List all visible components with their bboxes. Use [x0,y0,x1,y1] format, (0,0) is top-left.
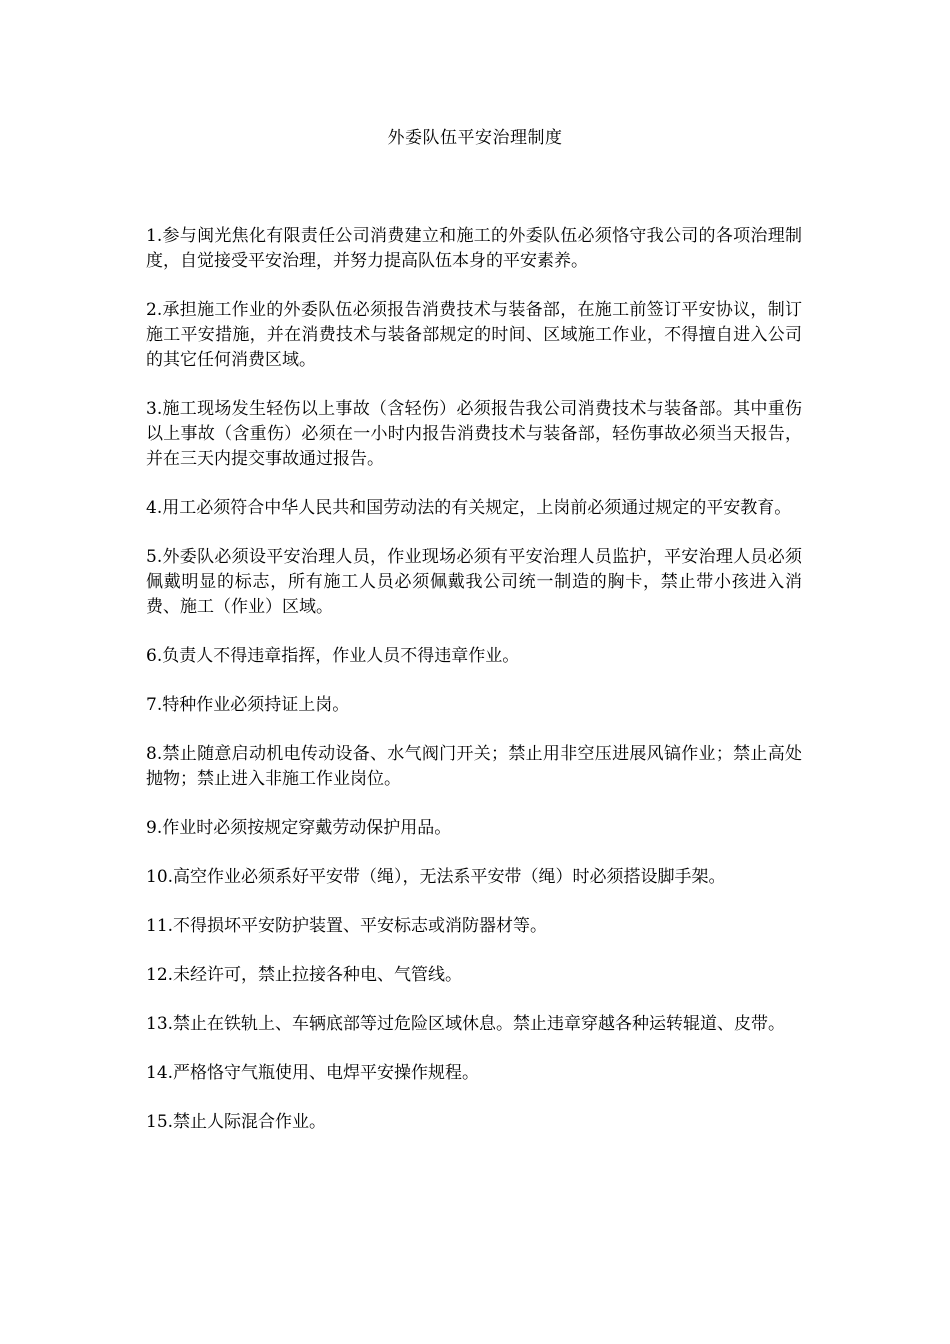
paragraph-7: 7.特种作业必须持证上岗。 [146,695,350,715]
paragraph-1: 1.参与闽光焦化有限责任公司消费建立和施工的外委队伍必须恪守我公司的各项治理制度，自觉接受平安治理，并努力提高队伍本身的平安素养。 [146,226,802,271]
paragraph-8: 8.禁止随意启动机电传动设备、水气阀门开关；禁止用非空压进展风镐作业；禁止高处抛物；禁止进入非施工作业岗位。 [146,744,802,789]
paragraph-5: 5.外委队必须设平安治理人员，作业现场必须有平安治理人员监护，平安治理人员必须佩戴明显的标志，所有施工人员必须佩戴我公司统一制造的胸卡，禁止带小孩进入消费、施工（作业）区域。 [146,547,802,617]
paragraph-15: 15.禁止人际混合作业。 [146,1112,327,1132]
paragraph-4: 4.用工必须符合中华人民共和国劳动法的有关规定，上岗前必须通过规定的平安教育。 [146,498,792,518]
paragraph-2: 2.承担施工作业的外委队伍必须报告消费技术与装备部，在施工前签订平安协议，制订施工平安措施，并在消费技术与装备部规定的时间、区域施工作业，不得擅自进入公司的其它任何消费区域。 [146,300,802,370]
paragraph-10: 10.高空作业必须系好平安带（绳），无法系平安带（绳）时必须搭设脚手架。 [146,867,726,887]
paragraph-12: 12.未经许可，禁止拉接各种电、气管线。 [146,965,463,985]
paragraph-14: 14.严格恪守气瓶使用、电焊平安操作规程。 [146,1063,480,1083]
paragraph-9: 9.作业时必须按规定穿戴劳动保护用品。 [146,818,452,838]
paragraph-6: 6.负责人不得违章指挥，作业人员不得违章作业。 [146,646,520,666]
paragraph-3: 3.施工现场发生轻伤以上事故（含轻伤）必须报告我公司消费技术与装备部。其中重伤以上事故（含重伤）必须在一小时内报告消费技术与装备部，轻伤事故必须当天报告，并在三天内提交事故通过报告。 [146,399,802,469]
paragraph-11: 11.不得损坏平安防护装置、平安标志或消防器材等。 [146,916,548,936]
document-body [146,224,802,1159]
document-title: 外委队伍平安治理制度 [387,128,563,148]
paragraph-13: 13.禁止在铁轨上、车辆底部等过危险区域休息。禁止违章穿越各种运转辊道、皮带。 [146,1014,786,1034]
